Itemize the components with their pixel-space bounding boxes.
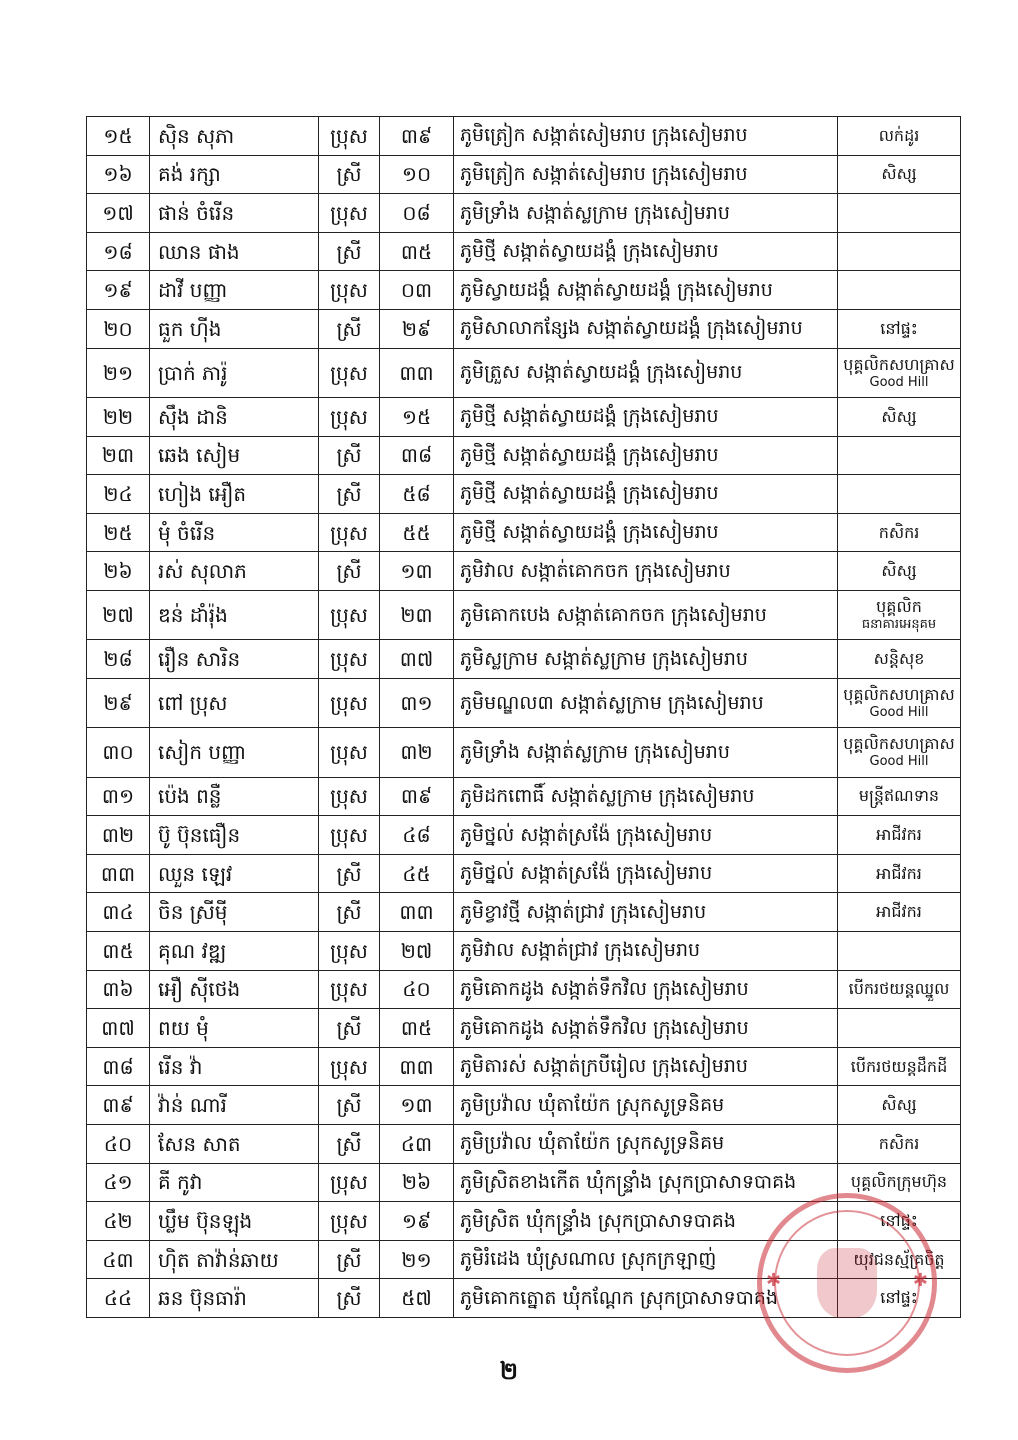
participant-address: ភូមិត្រួស សង្កាត់ស្វាយដង្គំ ក្រុងសៀមរាប — [454, 348, 838, 397]
row-number: ៣២ — [87, 816, 150, 855]
participant-sex: ស្រី — [319, 155, 380, 194]
participant-age: ៥៥ — [380, 513, 454, 552]
participant-occupation — [838, 1047, 961, 1086]
participant-sex: ប្រុស — [319, 271, 380, 310]
participant-sex: ស្រី — [319, 1086, 380, 1125]
row-number: ៤០ — [87, 1125, 150, 1164]
participant-address: ភូមិគោកដូង សង្កាត់ទឹកវិល ក្រុងសៀមរាប — [454, 970, 838, 1009]
participant-age: ៣៧ — [380, 640, 454, 679]
participant-sex: ប្រុស — [319, 348, 380, 397]
participant-age: ១៩ — [380, 1202, 454, 1241]
participant-name: រើន វ៉ា — [150, 1047, 319, 1086]
participant-sex: ប្រុស — [319, 513, 380, 552]
row-number: ៣៥ — [87, 932, 150, 971]
participant-name: គុណ វឌ្ឍ — [150, 932, 319, 971]
participant-age: ១៣ — [380, 552, 454, 591]
table-row — [87, 1125, 961, 1164]
participant-age: ៤៨ — [380, 816, 454, 855]
participant-name: ដាវី បញ្ញា — [150, 271, 319, 310]
participant-sex: ស្រី — [319, 232, 380, 271]
participant-address: ភូមិថ្មី សង្កាត់ស្វាយដង្គំ ក្រុងសៀមរាប — [454, 397, 838, 436]
participant-sex: ស្រី — [319, 552, 380, 591]
table-row — [87, 728, 961, 777]
participant-address: ភូមិស្រិតខាងកើត ឃុំកន្ទ្រាំង ស្រុកប្រាសាទបាគង — [454, 1163, 838, 1202]
participant-occupation — [838, 232, 961, 271]
table-row — [87, 117, 961, 156]
participant-age: ១៥ — [380, 397, 454, 436]
table-row — [87, 155, 961, 194]
participant-age: ៣៩ — [380, 117, 454, 156]
participant-name: ឆន ប៊ុនធារ៉ា — [150, 1279, 319, 1318]
participant-sex: ស្រី — [319, 854, 380, 893]
table-row — [87, 932, 961, 971]
participant-occupation — [838, 271, 961, 310]
participant-address: ភូមិត្រៀក សង្កាត់សៀមរាប ក្រុងសៀមរាប — [454, 155, 838, 194]
row-number: ៤៤ — [87, 1279, 150, 1318]
row-number: ២៩ — [87, 678, 150, 727]
row-number: ៤២ — [87, 1202, 150, 1241]
table-row — [87, 777, 961, 816]
participant-age: ៣៣ — [380, 1047, 454, 1086]
participant-name: ឆេង សៀម — [150, 436, 319, 475]
participant-address: ភូមិថ្មី សង្កាត់ស្វាយដង្គំ ក្រុងសៀមរាប — [454, 232, 838, 271]
participant-age: ៤៥ — [380, 854, 454, 893]
row-number: ៤១ — [87, 1163, 150, 1202]
table-row — [87, 552, 961, 591]
official-seal-icon: ✱ ✱ — [757, 1193, 937, 1373]
participant-name: រឿន សារិន — [150, 640, 319, 679]
participant-sex: ប្រុស — [319, 1202, 380, 1241]
participant-age: ២៧ — [380, 932, 454, 971]
participant-name: ហ៊ិត តាវ៉ាន់ឆាយ — [150, 1240, 319, 1279]
participant-address: ភូមិទ្រាំង សង្កាត់ស្លក្រាម ក្រុងសៀមរាប — [454, 728, 838, 777]
participant-name: ធួក ហ៊ីង — [150, 309, 319, 348]
row-number: ៣០ — [87, 728, 150, 777]
table-row — [87, 816, 961, 855]
participant-address: ភូមិត្រៀក សង្កាត់សៀមរាប ក្រុងសៀមរាប — [454, 117, 838, 156]
participant-sex: ស្រី — [319, 475, 380, 514]
participant-address: ភូមិថ្មី សង្កាត់ស្វាយដង្គំ ក្រុងសៀមរាប — [454, 436, 838, 475]
participant-sex: ស្រី — [319, 893, 380, 932]
participant-sex: ប្រុស — [319, 590, 380, 639]
occupation-line: បើករថយន្តដឹកដី — [850, 1056, 948, 1076]
table-row — [87, 1202, 961, 1241]
occupation-line: យុវជនស្ម័គ្រចិត្ត — [853, 1249, 945, 1269]
occupation-line: សិស្ស — [881, 164, 917, 184]
participant-occupation — [838, 777, 961, 816]
participant-occupation — [838, 970, 961, 1009]
participant-name: ពៅ ប្រុស — [150, 678, 319, 727]
participant-occupation — [838, 893, 961, 932]
participant-age: ២៩ — [380, 309, 454, 348]
participant-address: ភូមិគោកត្នោត ឃុំកណ្ដែក ស្រុកប្រាសាទបាគង — [454, 1279, 838, 1318]
table-row — [87, 194, 961, 233]
table-row — [87, 397, 961, 436]
table-row — [87, 590, 961, 639]
participant-address: ភូមិទ្រាំង សង្កាត់ស្លក្រាម ក្រុងសៀមរាប — [454, 194, 838, 233]
participant-name: ចិន ស្រីម៉ី — [150, 893, 319, 932]
occupation-line: បុគ្គលិកសហគ្រាស — [843, 734, 955, 754]
participant-occupation — [838, 194, 961, 233]
participant-age: ៤៣ — [380, 1125, 454, 1164]
participant-sex: ប្រុស — [319, 816, 380, 855]
table-row — [87, 678, 961, 727]
participant-age: ៣៥ — [380, 1009, 454, 1048]
participant-occupation — [838, 816, 961, 855]
participant-age: ២៦ — [380, 1163, 454, 1202]
participant-name: សែន សាត — [150, 1125, 319, 1164]
row-number: ១៦ — [87, 155, 150, 194]
row-number: ៣៦ — [87, 970, 150, 1009]
participant-occupation — [838, 552, 961, 591]
participant-occupation — [838, 1125, 961, 1164]
occupation-line: Good Hill — [869, 754, 929, 770]
row-number: ៣៧ — [87, 1009, 150, 1048]
row-number: ៣៤ — [87, 893, 150, 932]
occupation-line: សិស្ស — [881, 561, 917, 581]
participant-sex: ប្រុស — [319, 932, 380, 971]
occupation-line: នៅផ្ទះ — [880, 318, 918, 338]
occupation-line: កសិករ — [878, 522, 920, 542]
participant-age: ០៨ — [380, 194, 454, 233]
participant-address: ភូមិតារស់ សង្កាត់ក្របីរៀល ក្រុងសៀមរាប — [454, 1047, 838, 1086]
table-row — [87, 232, 961, 271]
participant-address: ភូមិស្វាយដង្គំ សង្កាត់ស្វាយដង្គំ ក្រុងសៀមរាប — [454, 271, 838, 310]
table-row — [87, 1240, 961, 1279]
participant-address: ភូមិវាល សង្កាត់គោកចក ក្រុងសៀមរាប — [454, 552, 838, 591]
participant-address: ភូមិវាល សង្កាត់ជ្រាវ ក្រុងសៀមរាប — [454, 932, 838, 971]
row-number: ២៣ — [87, 436, 150, 475]
occupation-line: Good Hill — [869, 374, 929, 390]
participant-name: ឃ្លឹម ប៊ុនឡុង — [150, 1202, 319, 1241]
occupation-line: លក់ដូរ — [878, 125, 920, 145]
row-number: ១៧ — [87, 194, 150, 233]
participant-address: ភូមិស្លក្រាម សង្កាត់ស្លក្រាម ក្រុងសៀមរាប — [454, 640, 838, 679]
row-number: ៣៩ — [87, 1086, 150, 1125]
table-row — [87, 436, 961, 475]
participant-sex: ប្រុស — [319, 777, 380, 816]
table-row — [87, 640, 961, 679]
occupation-line: អាជីវករ — [876, 863, 922, 883]
participant-address: ភូមិប្រវ៉ាល ឃុំតាយ៉ែក ស្រុកសូទ្រនិគម — [454, 1125, 838, 1164]
occupation-line: សន្តិសុខ — [873, 649, 925, 669]
participant-name: សៀក បញ្ញា — [150, 728, 319, 777]
participant-name: ផាន់ ចំរើន — [150, 194, 319, 233]
participant-sex: ប្រុស — [319, 678, 380, 727]
participant-sex: ប្រុស — [319, 117, 380, 156]
participant-occupation — [838, 640, 961, 679]
participant-occupation — [838, 728, 961, 777]
participant-occupation — [838, 1202, 961, 1241]
participant-occupation — [838, 513, 961, 552]
participant-age: ៣៣ — [380, 348, 454, 397]
participant-address: ភូមិប្រវ៉ាល ឃុំតាយ៉ែក ស្រុកសូទ្រនិគម — [454, 1086, 838, 1125]
participant-name: ឌន់ ដាំរ៉ុង — [150, 590, 319, 639]
occupation-line: បុគ្គលិក — [876, 596, 922, 616]
table-row — [87, 970, 961, 1009]
table-row — [87, 475, 961, 514]
participant-age: ៣៨ — [380, 436, 454, 475]
row-number: ២៨ — [87, 640, 150, 679]
participant-occupation — [838, 309, 961, 348]
row-number: ២៤ — [87, 475, 150, 514]
participant-age: ១០ — [380, 155, 454, 194]
participant-name: គី កូវា — [150, 1163, 319, 1202]
participant-address: ភូមិថ្នល់ សង្កាត់ស្រង៉ែ ក្រុងសៀមរាប — [454, 816, 838, 855]
participant-age: ០៣ — [380, 271, 454, 310]
participant-occupation — [838, 1086, 961, 1125]
participant-address: ភូមិដកពោធិ៍ សង្កាត់ស្លក្រាម ក្រុងសៀមរាប — [454, 777, 838, 816]
participant-age: ៤០ — [380, 970, 454, 1009]
participant-name: ឈាន ផាង — [150, 232, 319, 271]
participant-sex: ស្រី — [319, 1240, 380, 1279]
row-number: ២០ — [87, 309, 150, 348]
participant-address: ភូមិថ្មី សង្កាត់ស្វាយដង្គំ ក្រុងសៀមរាប — [454, 475, 838, 514]
participant-name: ប៊ូ ប៊ុនធឿន — [150, 816, 319, 855]
participant-age: ៥៧ — [380, 1279, 454, 1318]
participant-age: ៥៨ — [380, 475, 454, 514]
row-number: ២២ — [87, 397, 150, 436]
participant-sex: ប្រុស — [319, 970, 380, 1009]
participant-address: ភូមិថ្មី សង្កាត់ស្វាយដង្គំ ក្រុងសៀមរាប — [454, 513, 838, 552]
participant-occupation — [838, 436, 961, 475]
table-row — [87, 1009, 961, 1048]
participant-age: ១៣ — [380, 1086, 454, 1125]
participant-name: គង់ រក្សា — [150, 155, 319, 194]
participant-sex: ប្រុស — [319, 728, 380, 777]
participant-occupation — [838, 590, 961, 639]
participant-name: វ៉ាន់ ណារី — [150, 1086, 319, 1125]
row-number: ៣៣ — [87, 854, 150, 893]
participant-address: ភូមិស្រិត ឃុំកន្ទ្រាំង ស្រុកប្រាសាទបាគង — [454, 1202, 838, 1241]
page-number: ២ — [499, 1357, 519, 1385]
table-row — [87, 271, 961, 310]
participant-sex: ស្រី — [319, 436, 380, 475]
participant-name: មុំ ចំរើន — [150, 513, 319, 552]
participant-sex: ប្រុស — [319, 640, 380, 679]
occupation-line: នៅផ្ទះ — [880, 1211, 918, 1231]
participant-name: ពយ មុំ — [150, 1009, 319, 1048]
row-number: ២១ — [87, 348, 150, 397]
participant-occupation — [838, 397, 961, 436]
participant-occupation — [838, 1279, 961, 1318]
occupation-line: បុគ្គលិកសហគ្រាស — [843, 684, 955, 704]
participant-address: ភូមិគោកបេង សង្កាត់គោកចក ក្រុងសៀមរាប — [454, 590, 838, 639]
participant-name: ប្រាក់ ភារ៉ូ — [150, 348, 319, 397]
participant-list — [86, 116, 960, 1318]
participant-address: ភូមិរំដេង ឃុំស្រណាល ស្រុកក្រឡាញ់ — [454, 1240, 838, 1279]
table-row — [87, 309, 961, 348]
participant-address: ភូមិខ្វាវថ្មី សង្កាត់ជ្រាវ ក្រុងសៀមរាប — [454, 893, 838, 932]
occupation-line: ធនាគារអេនុគម — [861, 616, 937, 632]
participant-occupation — [838, 678, 961, 727]
participant-age: ៣៩ — [380, 777, 454, 816]
occupation-line: បុគ្គលិកក្រុមហ៊ុន — [850, 1172, 948, 1192]
row-number: ១៨ — [87, 232, 150, 271]
participant-sex: ស្រី — [319, 1009, 380, 1048]
participant-age: ៣៣ — [380, 893, 454, 932]
participant-sex: ស្រី — [319, 309, 380, 348]
participant-age: ៣៥ — [380, 232, 454, 271]
participant-occupation — [838, 155, 961, 194]
table-row — [87, 348, 961, 397]
occupation-line: Good Hill — [869, 704, 929, 720]
participant-occupation — [838, 854, 961, 893]
participant-name: ប៉េង ពន្លឺ — [150, 777, 319, 816]
row-number: ៣១ — [87, 777, 150, 816]
table-row — [87, 1279, 961, 1318]
participant-occupation — [838, 117, 961, 156]
row-number: ៤៣ — [87, 1240, 150, 1279]
participant-age: ៣១ — [380, 678, 454, 727]
participant-occupation — [838, 1240, 961, 1279]
participant-sex: ស្រី — [319, 1279, 380, 1318]
occupation-line: សិស្ស — [881, 1095, 917, 1115]
participant-name: ស៊ឹង ដានិ — [150, 397, 319, 436]
occupation-line: មន្ត្រីឥណទាន — [858, 786, 940, 806]
participant-age: ៣២ — [380, 728, 454, 777]
participant-sex: ប្រុស — [319, 397, 380, 436]
row-number: ១៥ — [87, 117, 150, 156]
table-row — [87, 1086, 961, 1125]
row-number: ២៧ — [87, 590, 150, 639]
participant-name: ឈួន ឡេវ — [150, 854, 319, 893]
occupation-line: នៅផ្ទះ — [880, 1288, 918, 1308]
table-row — [87, 854, 961, 893]
participant-sex: ប្រុស — [319, 1047, 380, 1086]
table-row — [87, 1163, 961, 1202]
participant-occupation — [838, 932, 961, 971]
participant-name: អឿ ស៊ីថេង — [150, 970, 319, 1009]
participant-address: ភូមិគោកដូង សង្កាត់ទឹកវិល ក្រុងសៀមរាប — [454, 1009, 838, 1048]
participant-age: ២១ — [380, 1240, 454, 1279]
participant-age: ២៣ — [380, 590, 454, 639]
row-number: ១៩ — [87, 271, 150, 310]
participant-sex: ស្រី — [319, 1125, 380, 1164]
occupation-line: អាជីវករ — [876, 825, 922, 845]
table-row — [87, 513, 961, 552]
occupation-line: បុគ្គលិកសហគ្រាស — [843, 354, 955, 374]
occupation-line: អាជីវករ — [876, 902, 922, 922]
participant-table — [86, 116, 961, 1318]
participant-occupation — [838, 348, 961, 397]
row-number: ២៥ — [87, 513, 150, 552]
occupation-line: សិស្ស — [881, 406, 917, 426]
row-number: ២៦ — [87, 552, 150, 591]
participant-name: ស៊ិន សុភា — [150, 117, 319, 156]
participant-occupation — [838, 1009, 961, 1048]
participant-occupation — [838, 1163, 961, 1202]
occupation-line: កសិករ — [878, 1133, 920, 1153]
participant-rows — [87, 117, 961, 1318]
row-number: ៣៨ — [87, 1047, 150, 1086]
occupation-line: បើករថយន្តឈ្នួល — [848, 979, 950, 999]
participant-name: រស់ សុលាភ — [150, 552, 319, 591]
participant-address: ភូមិមណ្ឌល៣ សង្កាត់ស្លក្រាម ក្រុងសៀមរាប — [454, 678, 838, 727]
participant-address: ភូមិថ្នល់ សង្កាត់ស្រង៉ែ ក្រុងសៀមរាប — [454, 854, 838, 893]
table-row — [87, 893, 961, 932]
participant-address: ភូមិសាលាកន្សែង សង្កាត់ស្វាយដង្គំ ក្រុងសៀមរាប — [454, 309, 838, 348]
participant-name: ហៀង អឿត — [150, 475, 319, 514]
participant-sex: ប្រុស — [319, 194, 380, 233]
participant-occupation — [838, 475, 961, 514]
table-row — [87, 1047, 961, 1086]
participant-sex: ប្រុស — [319, 1163, 380, 1202]
